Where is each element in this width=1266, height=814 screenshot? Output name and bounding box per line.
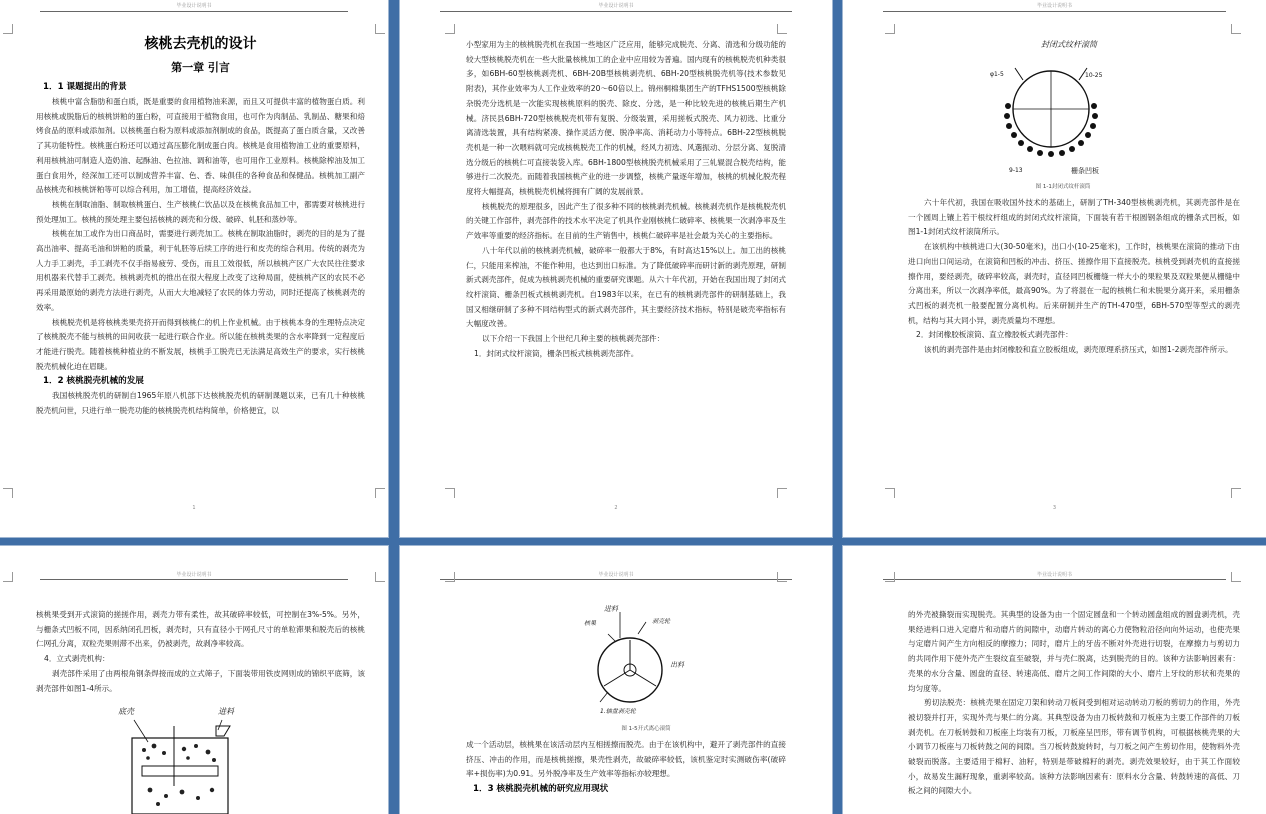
paragraph: 我国核桃脱壳机的研制自1965年原八机部下达核桃脱壳机的研制课题以来，已有几十种核桃脱壳机问世，只进行单一脱壳功能的核桃脱壳机结构简单，价格便宜，以 <box>36 391 365 416</box>
paragraph: 核桃脱壳机是将核桃类果壳挤开而得到核桃仁的机上作业机械。由于核桃本身的生理特点决定了核桃脱壳不能与核桃的田间收获一起进行联合作业。所以能在核桃类果的含水率降到一定程度后才能进行脱壳。随着核桃种植业的不断发展，核桃手工脱壳已无法满足高效生产的要求，实行核桃脱壳机械化迫在眉睫。 <box>36 317 365 371</box>
section-heading: 1．2 核桃脱壳机械的发展 <box>43 376 144 387</box>
figure-label: 封闭式纹杆滚筒 <box>1041 40 1097 49</box>
crop-mark <box>3 24 13 34</box>
figure-label: 剥壳轮 <box>652 618 671 625</box>
document-page-4 <box>0 546 388 814</box>
section-heading: 1．1 课题提出的背景 <box>43 82 127 92</box>
figure-label: 核果 <box>584 620 597 627</box>
document-page-6 <box>843 546 1266 814</box>
page-body <box>908 608 1240 799</box>
paragraph: 核桃中富含脂肪和蛋白质，既是重要的食用植物油来源，而且又可提供丰富的植物蛋白质。利用核桃或脱脂后的核桃饼粕的蛋白粉，可直接用于植物食用，也可作为肉制品、乳制品、糖果和焙烤食品的原料或添加剂。以核桃蛋白粉为原料或添加剂制成的食品，既提高了蛋白质含量，又改善了其功能特性。核桃蛋白粉还可以通过高压膨化制成蛋白肉。核桃是食用植物油工业的重要原料，利用核桃油可制造人造奶油、起酥油、色拉油、调和油等，也可用作工业原料。核桃除榨油及加工蛋白食用外，经深加工还可以制成营养丰富、色、香、味俱佳的各种食品和保健品。核桃加工副产品核桃壳和核桃饼粕等可以综合利用，加工增值，提高经济效益。 <box>36 97 365 195</box>
crop-mark <box>885 572 895 582</box>
page-body <box>908 196 1240 358</box>
page-body <box>466 38 786 361</box>
paragraph: 六十年代初，我国在吸收国外技术的基础上，研制了TH-340型核桃剥壳机，其剥壳部件是在一个圆周上镶上若干根纹杆组成的封闭式纹杆滚筒，下面装有若干根圆钢条组成的栅条式凹板，如图1-1封闭式纹杆滚筒所示。 <box>908 198 1240 237</box>
document-title: 核桃去壳机的设计 <box>144 36 257 52</box>
header-rule <box>883 579 1226 580</box>
figure-vertical-sheller <box>118 706 258 814</box>
paragraph: 核桃脱壳的原理很多，因此产生了很多种不同的核桃剥壳机械。核桃剥壳机作是核桃脱壳机的关键工作部件，剥壳部件的技术水平决定了机具作业刚核桃仁破碎率、核桃果一次剥净率及生产效率等重要的经济指标。在目前的生产销售中，核桃仁破碎率是社会最为关心的主要指标。 <box>466 201 786 241</box>
figure-label: 进料 <box>218 707 234 716</box>
paragraph: 剥壳部件采用了由两根角钢条焊接而成的立式筛子，下面装带用铁皮网则成的锦织平底筛，该剥壳部件如图1-4所示。 <box>36 668 365 693</box>
crop-mark <box>885 488 895 498</box>
figure-label: 10-25 <box>1085 72 1103 79</box>
crop-mark <box>445 24 455 34</box>
page-header: 毕业设计说明书 <box>176 572 212 578</box>
figure-label: 1.轴盘剥壳轮 <box>600 708 636 715</box>
header-rule <box>883 11 1226 12</box>
figure-label: 进料 <box>604 605 618 613</box>
page-body <box>466 738 786 797</box>
paragraph: 成一个活动层，核桃果在该活动层内互相搓擦而脱壳。由于在该机构中，避开了剥壳部件的直接挤压、冲击的作用，而是核桃搓擦，果壳性剥壳，故破碎率较低，该机鉴定时实测破伤率(破碎率+损伤率)为0.91。另外脱净率及生产效率等指标亦较理想。 <box>466 740 786 779</box>
crop-mark <box>777 572 787 582</box>
section-heading: 1．3 核桃脱壳机械的研究应用现状 <box>473 784 609 795</box>
crop-mark <box>1231 488 1241 498</box>
page-body <box>36 34 365 419</box>
paragraph: 该机的剥壳部件是由封闭橡胶和直立胶板组成，剥壳原理系挤压式，如图1-2剥壳部件所示。 <box>924 345 1233 355</box>
walnut-particles <box>142 744 216 806</box>
document-page-3 <box>843 0 1266 537</box>
drum-diagram <box>993 36 1113 181</box>
crop-mark <box>3 488 13 498</box>
page-number: 3 <box>1052 505 1057 511</box>
page-header: 毕业设计说明书 <box>598 3 634 9</box>
paragraph: 在该机构中核桃进口大(30-50毫米)，出口小(10-25毫米)，工作时，核桃果在滚筒的推动下由进口向出口间运动，在滚筒和凹板的冲击、挤压、搓擦作用下直接脱壳。核桃受到剥壳机的直接搓擦作用，要经剥壳，破碎率较高，剥壳时，直径同凹板栅缝一样大小的果粒果及双粒果便从栅缝中分离出来，所以一次剥净率低，最高90%。为了将混在一起的核桃仁和未脱果分离开来，采用栅条式凹板的剥壳机一般要配置分离机构。后来研制并生产的TH-470型，6BH-570型等型式的剥壳机，结构与其大同小异，剥壳质量均不理想。 <box>908 242 1240 325</box>
figure-label: 栅条凹板 <box>1071 167 1099 175</box>
paragraph: 核桃在加工或作为出口商品时，需要进行剥壳加工。核桃在制取油脂时，剥壳的目的是为了提高出油率、提高毛油和饼粕的质量，利于轧胚等后续工序的进行和皮壳的综合利用。传统的剥壳为人力手工剥壳，手工剥壳不仅手指易疲劳、受伤，而且工效很低，所以核桃产区广大农民往往要求用机器来代替手工剥壳。核桃剥壳机的推出在很大程度上改变了这种局面，使核桃产区的农民不必再采用最原始的剥壳方法进行剥壳，从而大大地减轻了农民的体力劳动，同时还提高了核桃剥壳的效率。 <box>36 229 365 312</box>
figure-caption: 图 1-1封闭式纹杆滚筒 <box>1035 184 1091 190</box>
paragraph: 核桃在制取油脂、制取核桃蛋白、生产核桃仁饮品以及在核桃食品加工中，都需要对核桃进行预处理加工。核桃的预处理主要包括核桃的剥壳和分级、破碎、轧胚和蒸炒等。 <box>36 199 365 224</box>
crop-mark <box>885 24 895 34</box>
figure-label: 底壳 <box>118 707 134 716</box>
list-item: 4．立式剥壳机构： <box>44 654 110 664</box>
crop-mark <box>1231 24 1241 34</box>
list-item: 2．封闭橡胶板滚筒、直立橡胶板式剥壳部件： <box>916 330 1073 340</box>
figure-open-drum <box>586 604 706 722</box>
sheller-diagram <box>118 706 258 814</box>
header-rule <box>40 11 348 12</box>
chapter-heading: 第一章 引言 <box>171 61 230 74</box>
page-header: 毕业设计说明书 <box>1036 572 1072 578</box>
crop-mark <box>777 488 787 498</box>
figure-label: 出料 <box>670 661 684 669</box>
page-number: 2 <box>614 505 618 511</box>
crop-mark <box>777 24 787 34</box>
crop-mark <box>445 572 455 582</box>
crop-mark <box>375 24 385 34</box>
page-header: 毕业设计说明书 <box>176 3 212 9</box>
figure-label: φ1-5 <box>990 71 1004 78</box>
paragraph: 小型家用为主的核桃脱壳机在我国一些地区广泛应用，能够完成脱壳、分离、清选和分级功能的较大型核桃脱壳机在一些大批量核桃加工的企业中应用较为普遍。国内现有的核桃脱壳机种类很多，如6BH-60型核桃剥壳机、6BH-20B型核桃剥壳机、6BH-20型核桃脱壳机等(技术参数见附表)，其作业效率为人工作业效率的20～60倍以上。锦州桐棉集团生产的TFHS1500型核桃除杂脱壳分选机是一次能实现核桃原料的脱壳、除皮、分选，是一种比较先进的核桃后期生产机械。济民县6BH-720型核桃脱壳机带有复脱、分级装置，采用搓板式脱壳、风力初选、比重分离清选装置，具有结构紧凑、操作灵活方便、脱净率高、消耗动力小等特点。6BH-22型核桃脱壳机是一种一次喂料就可完成核桃脱壳工作的机械，经风力初选、风選振动、分层分离、复脱清选分级后的核桃仁可直接装袋入库。6BH-1800型核桃脱壳机械采用了三轧辊混合脱壳结构，能够进行二次脱壳。而随着我国核桃产业的进一步调整，核桃产量逐年增加，核桃的机械化脱壳程度将大幅提高，核桃脱壳机械将拥有广阔的发展前景。 <box>466 40 786 197</box>
paragraph: 以下介绍一下我国上个世纪几种主要的核桃剥壳部件： <box>482 334 665 344</box>
crop-mark <box>445 488 455 498</box>
crop-mark <box>375 488 385 498</box>
figure-label: 9-13 <box>1009 167 1023 174</box>
page-number: 1 <box>192 505 196 511</box>
paragraph: 剪切法脱壳：核桃壳果在固定刀架和转动刀板间受到相对运动转动刀板的剪切力的作用，外壳被切裂并打开，实现外壳与果仁的分离。其典型设备为由刀板转鼓和刀板座为主要工作部件的刀板剥壳机。在刀板转鼓和刀板座上均装有刀板，刀板座呈凹形，带有调节机构，可根据核桃壳果的大小调节刀板座与刀板转鼓之间的间隙。当刀板转鼓旋转时，与刀板之间产生剪切作用，使物料外壳破裂而脱落。主要适用于棉籽、油籽，特别是带破棉籽的剥壳。剥壳效果较好，由于其工作面较小，故易发生漏籽现象，重剥率较高。该种方法影响因素有：原料水分含量、转鼓转速的高低、刀板之间的间隙大小。 <box>908 698 1240 796</box>
paragraph: 八十年代以前的核桃剥壳机械，破碎率一般都大于8%，有时高达15%以上。加工出的核桃仁，只能用来榨油，不能作种用，也达到出口标准。为了降低破碎率而研讨新的剥壳原理，研制新式剥壳部件，促成为核桃剥壳机械的重要研究课题。从六十年代初，开始在我国出现了封闭式纹杆滚筒、栅条凹板式核桃剥壳机。自1983年以来，在已有的核桃剥壳部件的研制基础上，我国又相继研制了多种不同结构型式的新式剥壳部件，其主要经济技术指标，特别是破壳率指标有大幅度改善。 <box>466 245 786 329</box>
header-rule <box>440 11 792 12</box>
header-rule <box>40 579 348 580</box>
page-header: 毕业设计说明书 <box>598 572 634 578</box>
paragraph: 的外壳被撕裂而实现脱壳。其典型的设备为由一个固定圆盘和一个转动圆盘组成的圆盘剥壳机，壳果经进料口进入定磨片和动磨片的间隙中，动磨片转动的离心力使物粒沿径向向外运动，也使壳果与定磨片间产生方向相反的摩擦力；同时，磨片上的牙齿不断对外壳进行切裂，在摩擦力与剪切力的共同作用下使外壳产生裂纹直至破裂，并与壳仁脱离，达到脱壳的目的。该种方法影响因素有：壳果的水分含量、圆盘的直径、转速高低、磨片之间工作间隙的大小、磨片上牙纹的形状和壳果的均匀度等。 <box>908 610 1240 693</box>
crop-mark <box>1231 572 1241 582</box>
document-page-2 <box>400 0 832 537</box>
figure-caption: 图 1-5开式离心滚筒 <box>621 726 671 732</box>
page-header: 毕业设计说明书 <box>1036 3 1072 9</box>
document-page-1 <box>0 0 388 537</box>
centrifugal-drum-diagram <box>586 604 706 722</box>
crop-mark <box>375 572 385 582</box>
figure-closed-drum <box>990 36 1113 181</box>
document-page-5 <box>400 546 832 814</box>
list-item: 1．封闭式纹杆滚筒，栅条凹板式核桃剥壳部件。 <box>474 348 639 358</box>
crop-mark <box>3 572 13 582</box>
page-body <box>36 608 365 696</box>
header-rule <box>440 579 792 580</box>
paragraph: 核桃果受到开式滚筒的搓搓作用，剥壳力带有柔性，故其破碎率较低，可控制在3%-5%。另外，与栅条式凹板不同，因系纳闭孔凹板，剥壳时，只有直径小于网孔尺寸的单粒滞果和脱壳后的核桃仁网孔分离，双粒壳果则滞不出来，仍被剥壳，故剥净率较高。 <box>36 610 365 649</box>
